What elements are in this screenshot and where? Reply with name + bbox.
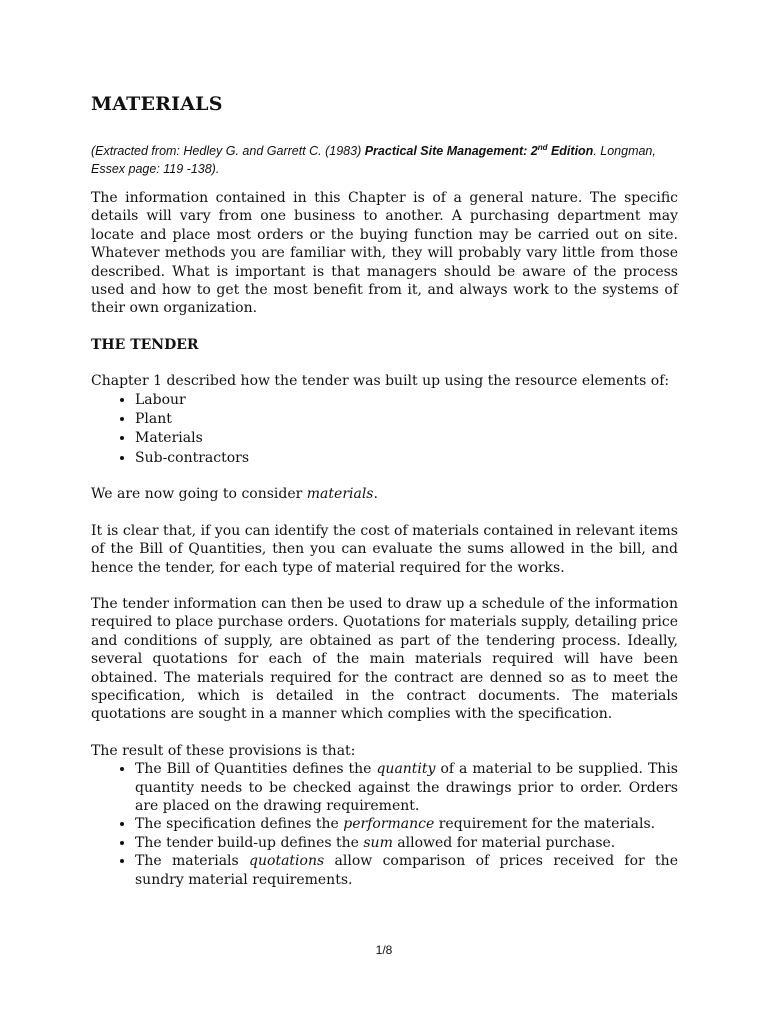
list-item: • The materials quotations allow comparison of prices received for the sundry material requirements. [135, 852, 678, 889]
tender-intro-paragraph: Chapter 1 described how the tender was built up using the resource elements of: [91, 373, 670, 390]
list-item: • The tender build-up defines the sum allowed for material purchase. [135, 834, 678, 852]
document-title: MATERIALS [91, 93, 223, 115]
list-item: • Labour [135, 391, 678, 409]
citation [91, 142, 681, 178]
results-list [91, 760, 678, 889]
list-item: • The Bill of Quantities defines the quantity of a material to be supplied. This quantity needs to be checked against the drawings prior to order. Orders are placed on the drawing requirement. [135, 760, 678, 815]
citation-suffix: . Longman, Essex page: 119 -138). [91, 144, 656, 176]
list-item: • Plant [135, 410, 678, 428]
list-item: • Materials [135, 429, 678, 447]
resource-elements-list [91, 391, 678, 468]
citation-book-title: Practical Site Management: 2nd Edition [364, 142, 594, 158]
citation-prefix: (Extracted from: Hedley G. and Garrett C. (1983) [91, 144, 365, 158]
list-item: • The specification defines the performance requirement for the materials. [135, 815, 678, 833]
result-intro: The result of these provisions is that: [91, 742, 356, 759]
schedule-paragraph: The tender information can then be used to draw up a schedule of the information required to place purchase orders. Quotations for materials supply, detailing price and conditions of supply, are obtained as part of the tendering process. Ideally, several quotations for each of the main materials required will have been obtained. The materials required for the contract are denned so as to meet the specification, which is detailed in the contract documents. The materials quotations are sought in a manner which complies with the specification. [91, 595, 678, 723]
edition-superscript: nd [537, 142, 548, 152]
emphasis-materials: materials [306, 486, 374, 503]
document-body [91, 189, 678, 889]
section-heading: THE TENDER [91, 336, 199, 353]
consider-paragraph: We are now going to consider materials. [91, 486, 378, 503]
page-number: 1/8 [375, 943, 393, 957]
list-item: • Sub-contractors [135, 449, 678, 467]
intro-paragraph: The information contained in this Chapter is of a general nature. The specific details will vary from one business to another. A purchasing department may locate and place most orders or the buying function may be carried out on site. Whatever methods you are familiar with, they will probably vary little from those described. What is important is that managers should be aware of the process used and how to get the most benefit from it, and always work to the systems of their own organization. [91, 190, 678, 317]
cost-paragraph: It is clear that, if you can identify the cost of materials contained in relevant items of the Bill of Quantities, then you can evaluate the sums allowed in the bill, and hence the tender, for each type of material required for the works. [91, 522, 678, 576]
